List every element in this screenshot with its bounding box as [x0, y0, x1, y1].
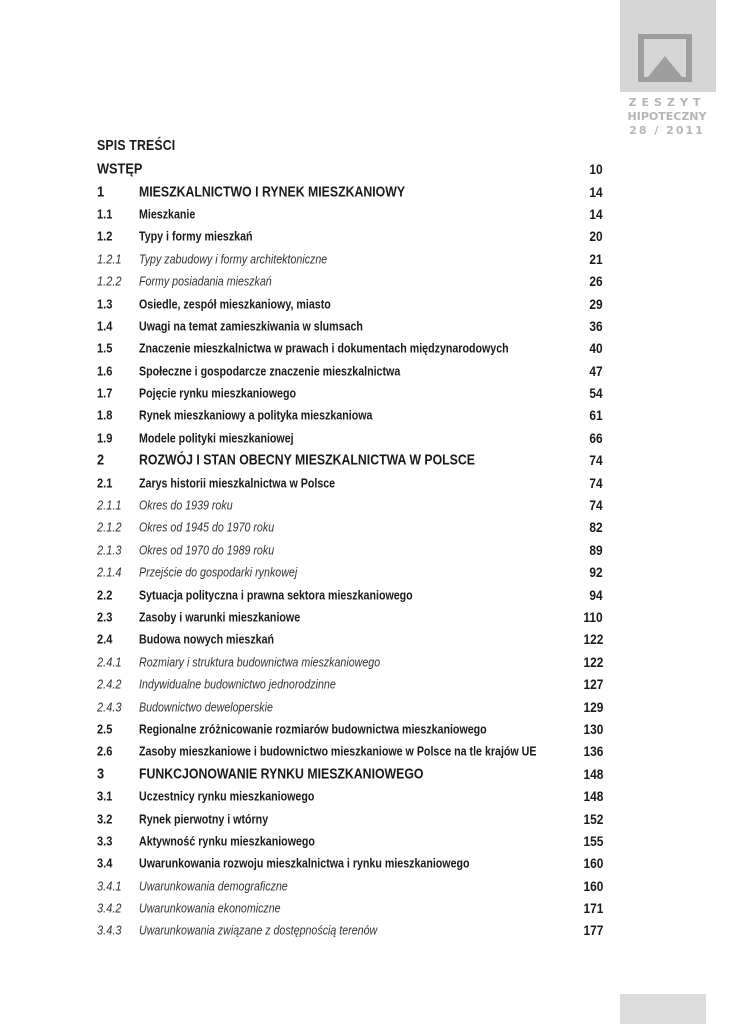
toc-entry-number: 1.2	[97, 228, 113, 244]
toc-entry-number: 1.3	[97, 296, 113, 312]
toc-entry-page: 66	[589, 429, 603, 446]
toc-entry-number: 3	[97, 765, 105, 783]
toc-entry	[97, 203, 603, 225]
toc-entry-page: 129	[583, 698, 603, 715]
brand-line-2: HIPOTECZNY	[627, 110, 707, 123]
toc-entry-number: 2.2	[97, 587, 113, 603]
toc-entry-page: 74	[589, 497, 603, 514]
toc-entry-page: 89	[589, 541, 603, 558]
toc-entry-page: 21	[589, 250, 603, 267]
toc-entry-number: 1.9	[97, 430, 113, 446]
toc-entry-number: 3.4	[97, 855, 113, 871]
toc-entry-title: Regionalne zróżnicowanie rozmiarów budownictwa mieszkaniowego	[139, 721, 487, 737]
toc-entry-title: Typy i formy mieszkań	[139, 228, 253, 244]
toc-entry-title: Przejście do gospodarki rynkowej	[139, 564, 298, 580]
toc-entry-number: 2.4.2	[97, 676, 122, 692]
toc-entry-number: 2.6	[97, 743, 113, 759]
toc-entry	[97, 494, 603, 516]
toc-entry-title: Modele polityki mieszkaniowej	[139, 430, 294, 446]
journal-brand	[619, 96, 715, 138]
toc-entry-page: 171	[583, 900, 603, 917]
toc-entry-title: Zasoby mieszkaniowe i budownictwo mieszkaniowe w Polsce na tle krajów UE	[139, 743, 537, 759]
toc-entry-title: Społeczne i gospodarcze znaczenie mieszkalnictwa	[139, 363, 401, 379]
toc-entry-number: 2.1.2	[97, 519, 122, 535]
toc-entry	[97, 718, 603, 740]
toc-entry-number: 2.4	[97, 631, 113, 647]
toc-entry	[97, 852, 603, 874]
toc-entry-title: Zasoby i warunki mieszkaniowe	[139, 609, 301, 625]
brand-line-1: ZESZYT	[628, 96, 706, 109]
toc-entry-page: 10	[589, 161, 603, 178]
toc-entry-title: Rynek mieszkaniowy a polityka mieszkaniowa	[139, 407, 373, 423]
toc-entry	[97, 337, 603, 359]
toc-entry	[97, 516, 603, 538]
toc-entry	[97, 875, 603, 897]
toc-entry-title: Uczestnicy rynku mieszkaniowego	[139, 788, 315, 804]
toc-entry	[97, 561, 603, 583]
toc-entry-page: 14	[589, 205, 603, 222]
toc-entry-title: Uwarunkowania rozwoju mieszkalnictwa i rynku mieszkaniowego	[139, 855, 470, 871]
toc-entry	[97, 606, 603, 628]
toc-entry	[97, 225, 603, 247]
toc-entry-page: 36	[589, 317, 603, 334]
toc-entry	[97, 673, 603, 695]
toc-entry-number: 3.4.1	[97, 878, 122, 894]
toc-entry-title: MIESZKALNICTWO I RYNEK MIESZKANIOWY	[139, 183, 406, 201]
toc-entry-number: 1	[97, 183, 105, 201]
page-corner-bar	[620, 994, 706, 1024]
toc-entry-number: 2	[97, 451, 105, 469]
toc-entry-number: WSTĘP	[97, 160, 143, 178]
toc-entry-number: 3.2	[97, 811, 113, 827]
toc-entry-page: 74	[589, 474, 603, 491]
toc-entry-title: Pojęcie rynku mieszkaniowego	[139, 385, 297, 401]
toc-entry-number: 1.8	[97, 407, 113, 423]
publisher-logo	[620, 0, 716, 92]
toc-entry-page: 29	[589, 295, 603, 312]
toc-entry-page: 82	[589, 519, 603, 536]
toc-entry	[97, 471, 603, 493]
toc-entry-title: Okres do 1939 roku	[139, 497, 233, 513]
toc-entry-page: 14	[589, 183, 603, 200]
toc-entry-page: 61	[589, 407, 603, 424]
toc-entry-number: 2.4.1	[97, 654, 122, 670]
toc-entry-page: 160	[583, 855, 603, 872]
toc-entry-page: 54	[589, 385, 603, 402]
toc-entry	[97, 919, 603, 941]
toc-entry	[97, 449, 603, 471]
toc-entry-number: 1.2.1	[97, 251, 122, 267]
toc-entry-number: 1.6	[97, 363, 113, 379]
toc-entry	[97, 740, 603, 762]
toc-entry	[97, 292, 603, 314]
toc-entry-number: 2.1.3	[97, 542, 122, 558]
toc-entry-page: 122	[583, 631, 603, 648]
toc-entry-number: 2.4.3	[97, 699, 122, 715]
toc-entry	[97, 404, 603, 426]
toc-entry	[97, 360, 603, 382]
toc-entry-number: 1.4	[97, 318, 113, 334]
toc-entry-title: Typy zabudowy i formy architektoniczne	[139, 251, 328, 267]
toc-entry-page: 92	[589, 564, 603, 581]
toc-entry-page: 148	[583, 788, 603, 805]
toc-entry	[97, 315, 603, 337]
toc-entry	[97, 807, 603, 829]
toc-entry-title: Uwagi na temat zamieszkiwania w slumsach	[139, 318, 363, 334]
toc-entry	[97, 382, 603, 404]
toc-entry-page: 127	[583, 676, 603, 693]
toc-entry-page: 155	[583, 832, 603, 849]
toc-entry-page: 148	[583, 765, 603, 782]
toc-entry-number: 1.1	[97, 206, 113, 222]
table-of-contents	[97, 158, 603, 942]
toc-entry-page: 94	[589, 586, 603, 603]
toc-entry-title: Zarys historii mieszkalnictwa w Polsce	[139, 475, 336, 491]
toc-heading: SPIS TREŚCI	[97, 137, 176, 154]
toc-entry-number: 2.1	[97, 475, 113, 491]
toc-entry	[97, 248, 603, 270]
toc-entry-title: Aktywność rynku mieszkaniowego	[139, 833, 315, 849]
toc-entry-page: 40	[589, 340, 603, 357]
toc-entry-page: 20	[589, 228, 603, 245]
toc-entry-title: Uwarunkowania ekonomiczne	[139, 900, 281, 916]
toc-entry-page: 122	[583, 653, 603, 670]
toc-entry-number: 2.3	[97, 609, 113, 625]
toc-entry	[97, 628, 603, 650]
toc-entry-title: Budowa nowych mieszkań	[139, 631, 275, 647]
toc-entry-page: 74	[589, 452, 603, 469]
toc-entry-title: Budownictwo deweloperskie	[139, 699, 273, 715]
toc-entry-title: Okres od 1970 do 1989 roku	[139, 542, 275, 558]
toc-entry	[97, 763, 603, 785]
toc-entry	[97, 695, 603, 717]
toc-entry-title: Uwarunkowania demograficzne	[139, 878, 288, 894]
toc-entry-page: 130	[583, 720, 603, 737]
toc-entry-number: 3.4.2	[97, 900, 122, 916]
toc-entry-title: Sytuacja polityczna i prawna sektora mieszkaniowego	[139, 587, 413, 603]
toc-entry	[97, 427, 603, 449]
toc-entry	[97, 583, 603, 605]
house-logo-icon	[638, 34, 692, 82]
toc-entry-page: 136	[583, 743, 603, 760]
toc-entry-number: 3.1	[97, 788, 113, 804]
toc-entry-number: 2.5	[97, 721, 113, 737]
toc-entry	[97, 897, 603, 919]
toc-entry-title: Indywidualne budownictwo jednorodzinne	[139, 676, 336, 692]
toc-entry	[97, 270, 603, 292]
toc-entry-title: Formy posiadania mieszkań	[139, 273, 272, 289]
toc-entry-number: 1.5	[97, 340, 113, 356]
toc-entry-number: 1.2.2	[97, 273, 122, 289]
toc-entry-page: 26	[589, 273, 603, 290]
toc-entry	[97, 651, 603, 673]
toc-entry-title: Znaczenie mieszkalnictwa w prawach i dokumentach międzynarodowych	[139, 340, 509, 356]
toc-entry-number: 3.3	[97, 833, 113, 849]
toc-entry-title: ROZWÓJ I STAN OBECNY MIESZKALNICTWA W POLSCE	[139, 451, 475, 469]
toc-entry-number: 3.4.3	[97, 922, 122, 938]
toc-entry-title: Mieszkanie	[139, 206, 196, 222]
toc-entry-page: 47	[589, 362, 603, 379]
toc-entry	[97, 158, 603, 180]
toc-entry-page: 110	[583, 609, 603, 625]
toc-entry-page: 152	[583, 810, 603, 827]
toc-entry-title: Osiedle, zespół mieszkaniowy, miasto	[139, 296, 331, 312]
toc-entry	[97, 180, 603, 202]
toc-entry-number: 2.1.1	[97, 497, 122, 513]
toc-entry-number: 2.1.4	[97, 564, 122, 580]
toc-entry-title: Okres od 1945 do 1970 roku	[139, 519, 275, 535]
toc-entry-title: Rynek pierwotny i wtórny	[139, 811, 269, 827]
toc-entry	[97, 830, 603, 852]
brand-line-3: 28 / 2011	[629, 124, 705, 137]
toc-entry-title: Uwarunkowania związane z dostępnością terenów	[139, 922, 378, 938]
toc-entry-title: Rozmiary i struktura budownictwa mieszkaniowego	[139, 654, 381, 670]
toc-entry	[97, 539, 603, 561]
toc-entry-title: FUNKCJONOWANIE RYNKU MIESZKANIOWEGO	[139, 765, 424, 783]
toc-entry	[97, 785, 603, 807]
toc-entry-number: 1.7	[97, 385, 113, 401]
toc-entry-page: 160	[583, 877, 603, 894]
toc-entry-page: 177	[583, 922, 603, 939]
